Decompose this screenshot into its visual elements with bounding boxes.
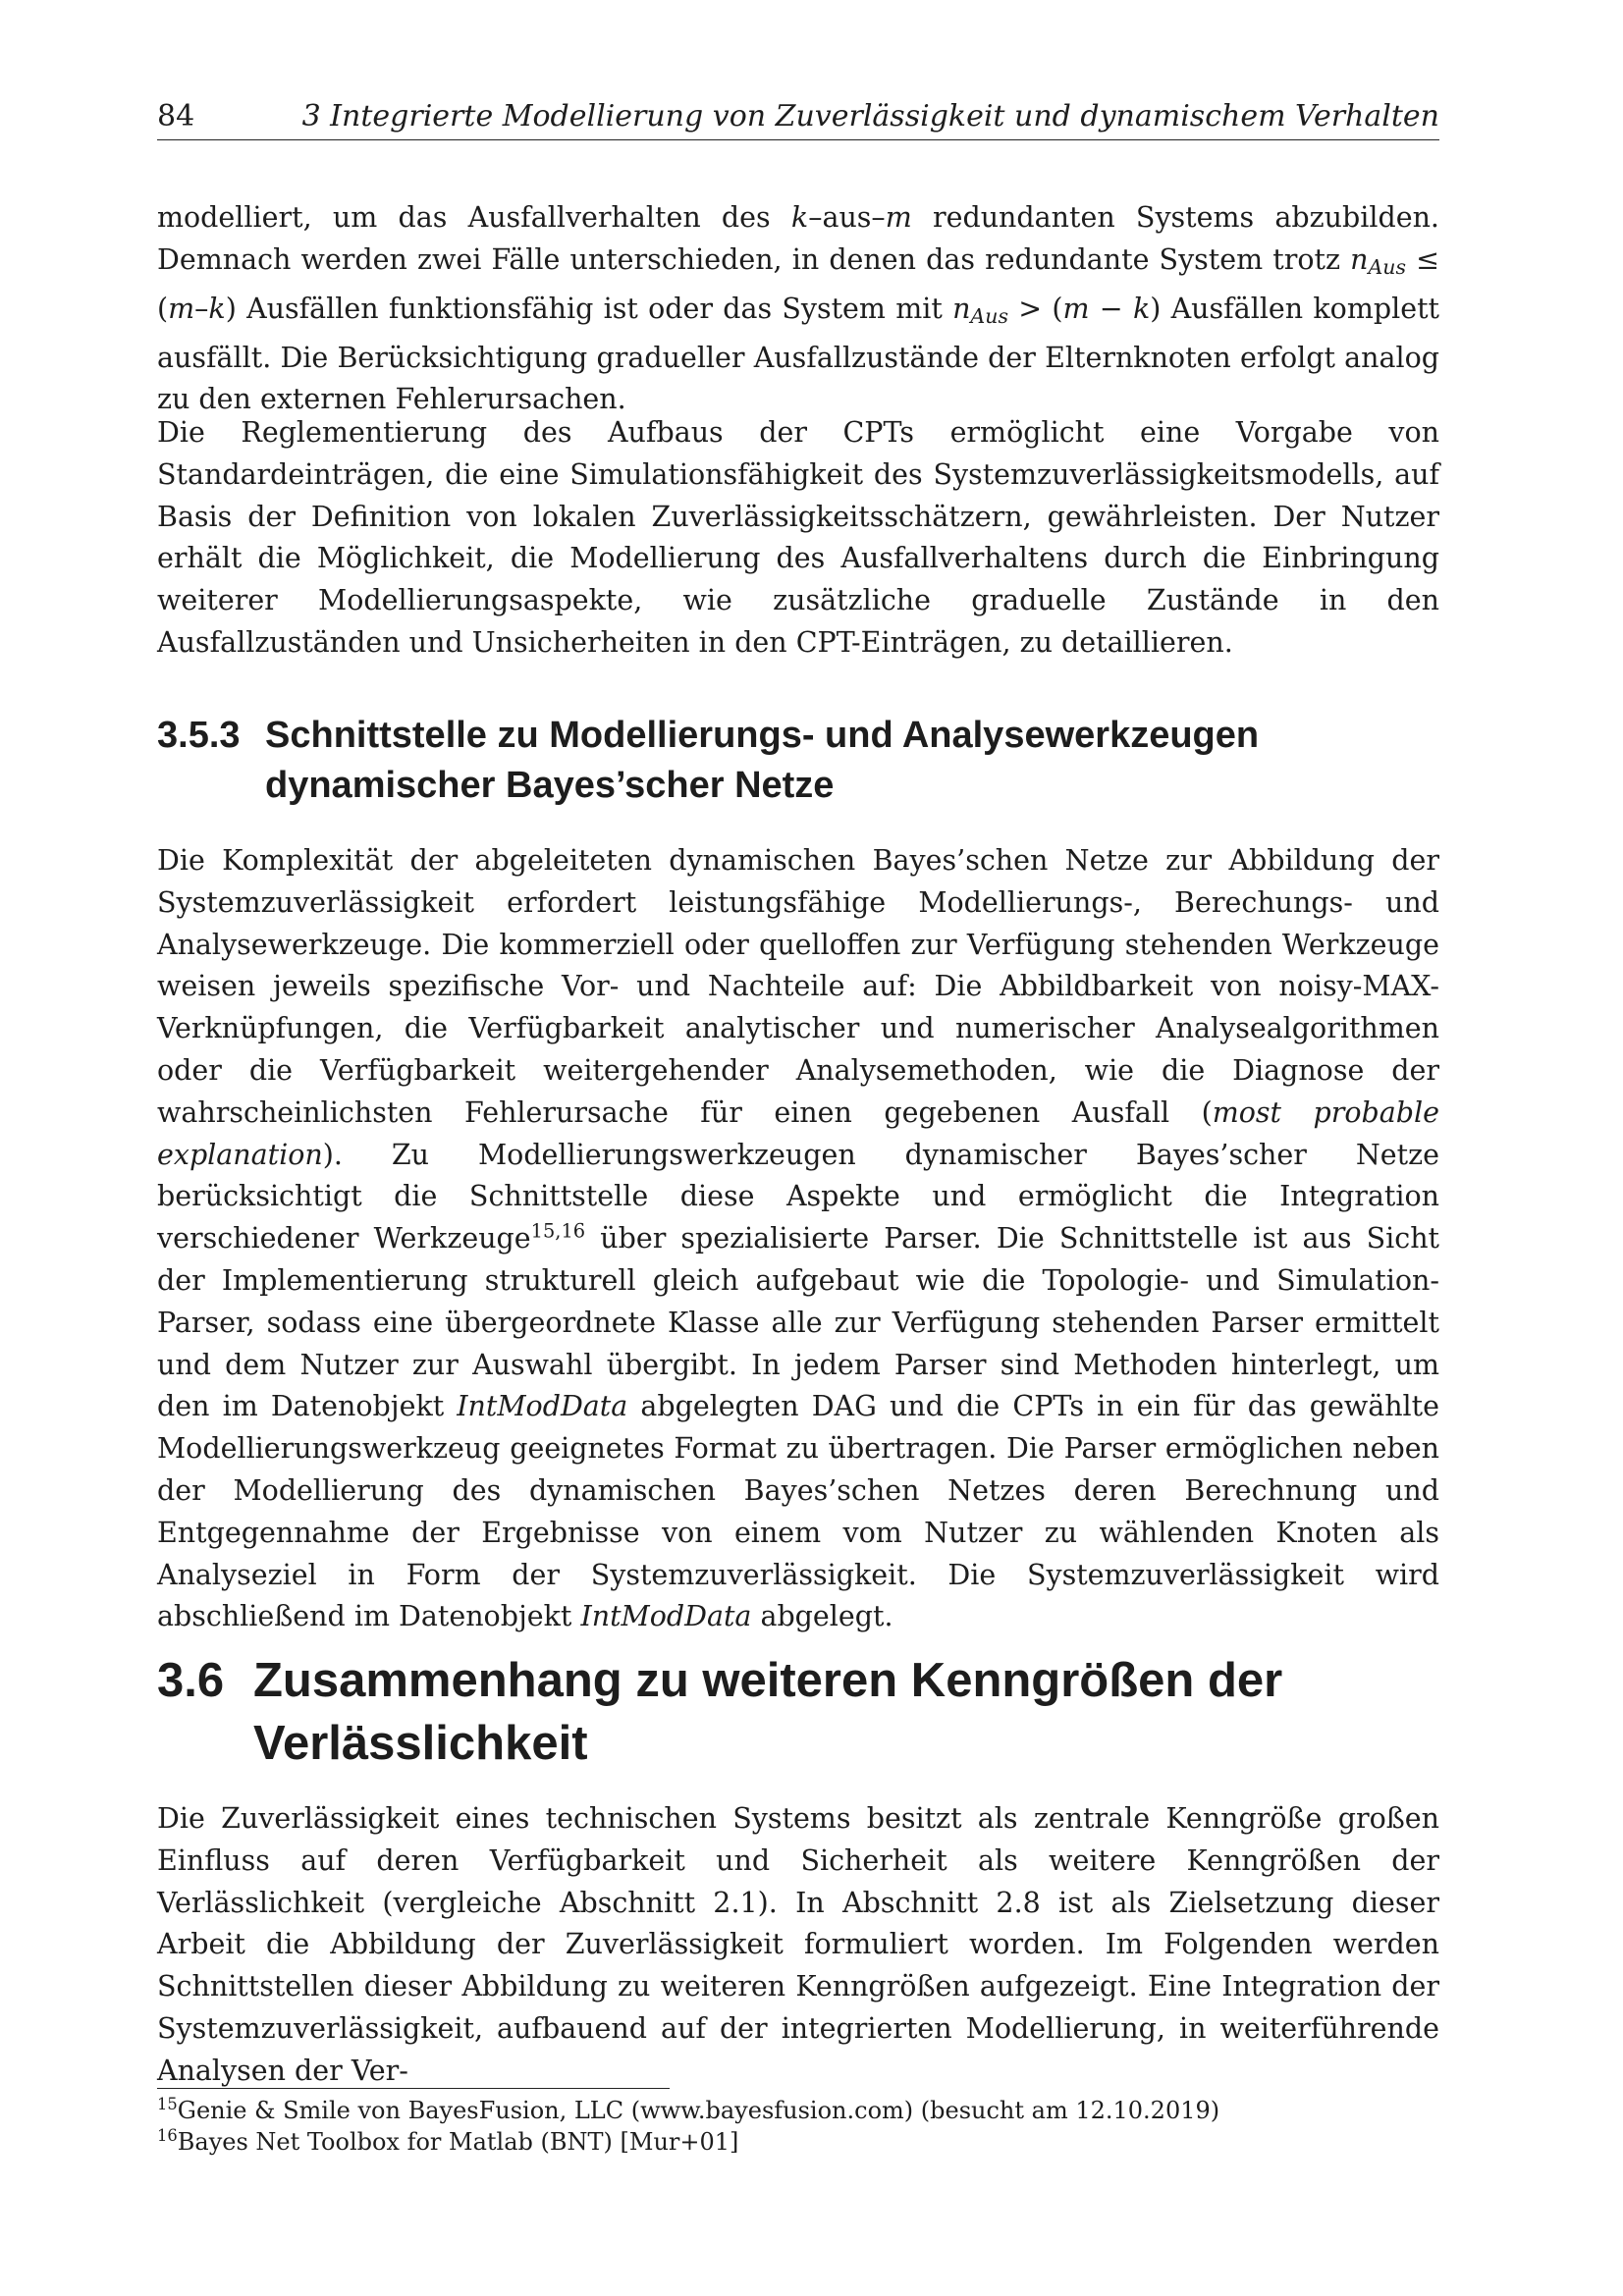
paragraph-cpt-reglementation: Die Reglementierung des Aufbaus der CPTs ermöglicht eine Vorgabe von Standardeinträgen, die eine Simulationsfähigkeit des Systemzuverlässigkeitsmodells, auf Basis der Definition von lokalen Zuverlässigkeitsschätzern, gewährleisten. Der Nutzer erhält die Möglichkeit, die Modellierung des Ausfallverhaltens durch die Einbringung weiterer Modellierungsaspekte, wie zusätzliche graduelle Zustände in den Ausfallzuständen und Unsicherheiten in den CPT-Einträgen, zu detaillieren. (157, 416, 1439, 659)
running-head (157, 94, 1439, 140)
footnote-ref: 15,16 (530, 1219, 586, 1243)
section-number: 3.6 (157, 1654, 225, 1707)
section-number: 3.5.3 (157, 715, 241, 756)
section-heading-3-5-3 (157, 711, 1439, 811)
chapter-title: 3 Integrierte Modellierung von Zuverlässigkeit und dynamischem Verhalten (301, 99, 1439, 133)
paragraph-redundant-system: modelliert, um das Ausfallverhalten des k–aus–m redundanten Systems abzubilden. Demnach werden zwei Fälle unterschieden, in denen das redundante System trotz $n_{Aus} \le (m-k)$ Ausfällen funktionsfähig ist oder das System mit $n_{Aus} > (m - k)$ Ausfällen komplett ausfällt. Die Berücksichtigung gradueller Ausfallzustände der Elternknoten erfolgt analog zu den externen Fehlerursachen. (157, 201, 1439, 416)
section-title: Schnittstelle zu Modellierungs- und Analysewerkzeugen dynamischer Bayes’scher Netze (265, 715, 1260, 806)
footnote-15: $^{15}$Genie & Smile von BayesFusion, LLC (www.bayesfusion.com) (besucht am 12.10.2019) (157, 2095, 1220, 2124)
section-heading-3-6 (157, 1649, 1439, 1775)
footnote-rule (157, 2088, 670, 2089)
paragraph-dependability: Die Zuverlässigkeit eines technischen Systems besitzt als zentrale Kenngröße großen Einfluss auf deren Verfügbarkeit und Sicherheit als weitere Kenngrößen der Verlässlichkeit (vergleiche Abschnitt 2.1). In Abschnitt 2.8 ist als Zielsetzung dieser Arbeit die Abbildung der Zuverlässigkeit formuliert worden. Im Folgenden werden Schnittstellen dieser Abbildung zu weiteren Kenngrößen aufgezeigt. Eine Integration der Systemzuverlässigkeit, aufbauend auf der integrierten Modellierung, in weiterführende Analysen der Ver- (157, 1802, 1439, 2087)
section-title: Zusammenhang zu weiteren Kenngrößen der Verlässlichkeit (253, 1654, 1283, 1770)
page-number: 84 (157, 99, 195, 133)
footnote-16: $^{16}$Bayes Net Toolbox for Matlab (BNT) [Mur+01] (157, 2126, 739, 2156)
paragraph-tool-interface: Die Komplexität der abgeleiteten dynamischen Bayes’schen Netze zur Abbildung der Systemzuverlässigkeit erfordert leistungsfähige Modellierungs-, Berechungs- und Analysewerkzeuge. Die kommerziell oder quelloffen zur Verfügung stehenden Werkzeuge weisen jeweils spezifische Vor- und Nachteile auf: Die Abbildbarkeit von noisy-MAX-Verknüpfungen, die Verfügbarkeit analytischer und numerischer Analysealgorithmen oder die Verfügbarkeit weitergehender Analysemethoden, wie die Diagnose der wahrscheinlichsten Fehlerursache für einen gegebenen Ausfall (most probable explanation). Zu Modellierungswerkzeugen dynamischer Bayes’scher Netze berücksichtigt die Schnittstelle diese Aspekte und ermöglicht die Integration verschiedener Werkzeuge$^{15,16}$ über spezialisierte Parser. Die Schnittstelle ist aus Sicht der Implementierung strukturell gleich aufgebaut wie die Topologie- und Simulation-Parser, sodass eine übergeordnete Klasse alle zur Verfügung stehenden Parser ermittelt und dem Nutzer zur Auswahl übergibt. In jedem Parser sind Methoden hinterlegt, um den im Datenobjekt IntModData abgelegten DAG und die CPTs in ein für das gewählte Modellierungswerkzeug geeignetes Format zu übertragen. Die Parser ermöglichen neben der Modellierung des dynamischen Bayes’schen Netzes deren Berechnung und Entgegennahme der Ergebnisse von einem vom Nutzer zu wählenden Knoten als Analyseziel in Form der Systemzuverlässigkeit. Die Systemzuverlässigkeit wird abschließend im Datenobjekt IntModData abgelegt. (157, 844, 1440, 1633)
